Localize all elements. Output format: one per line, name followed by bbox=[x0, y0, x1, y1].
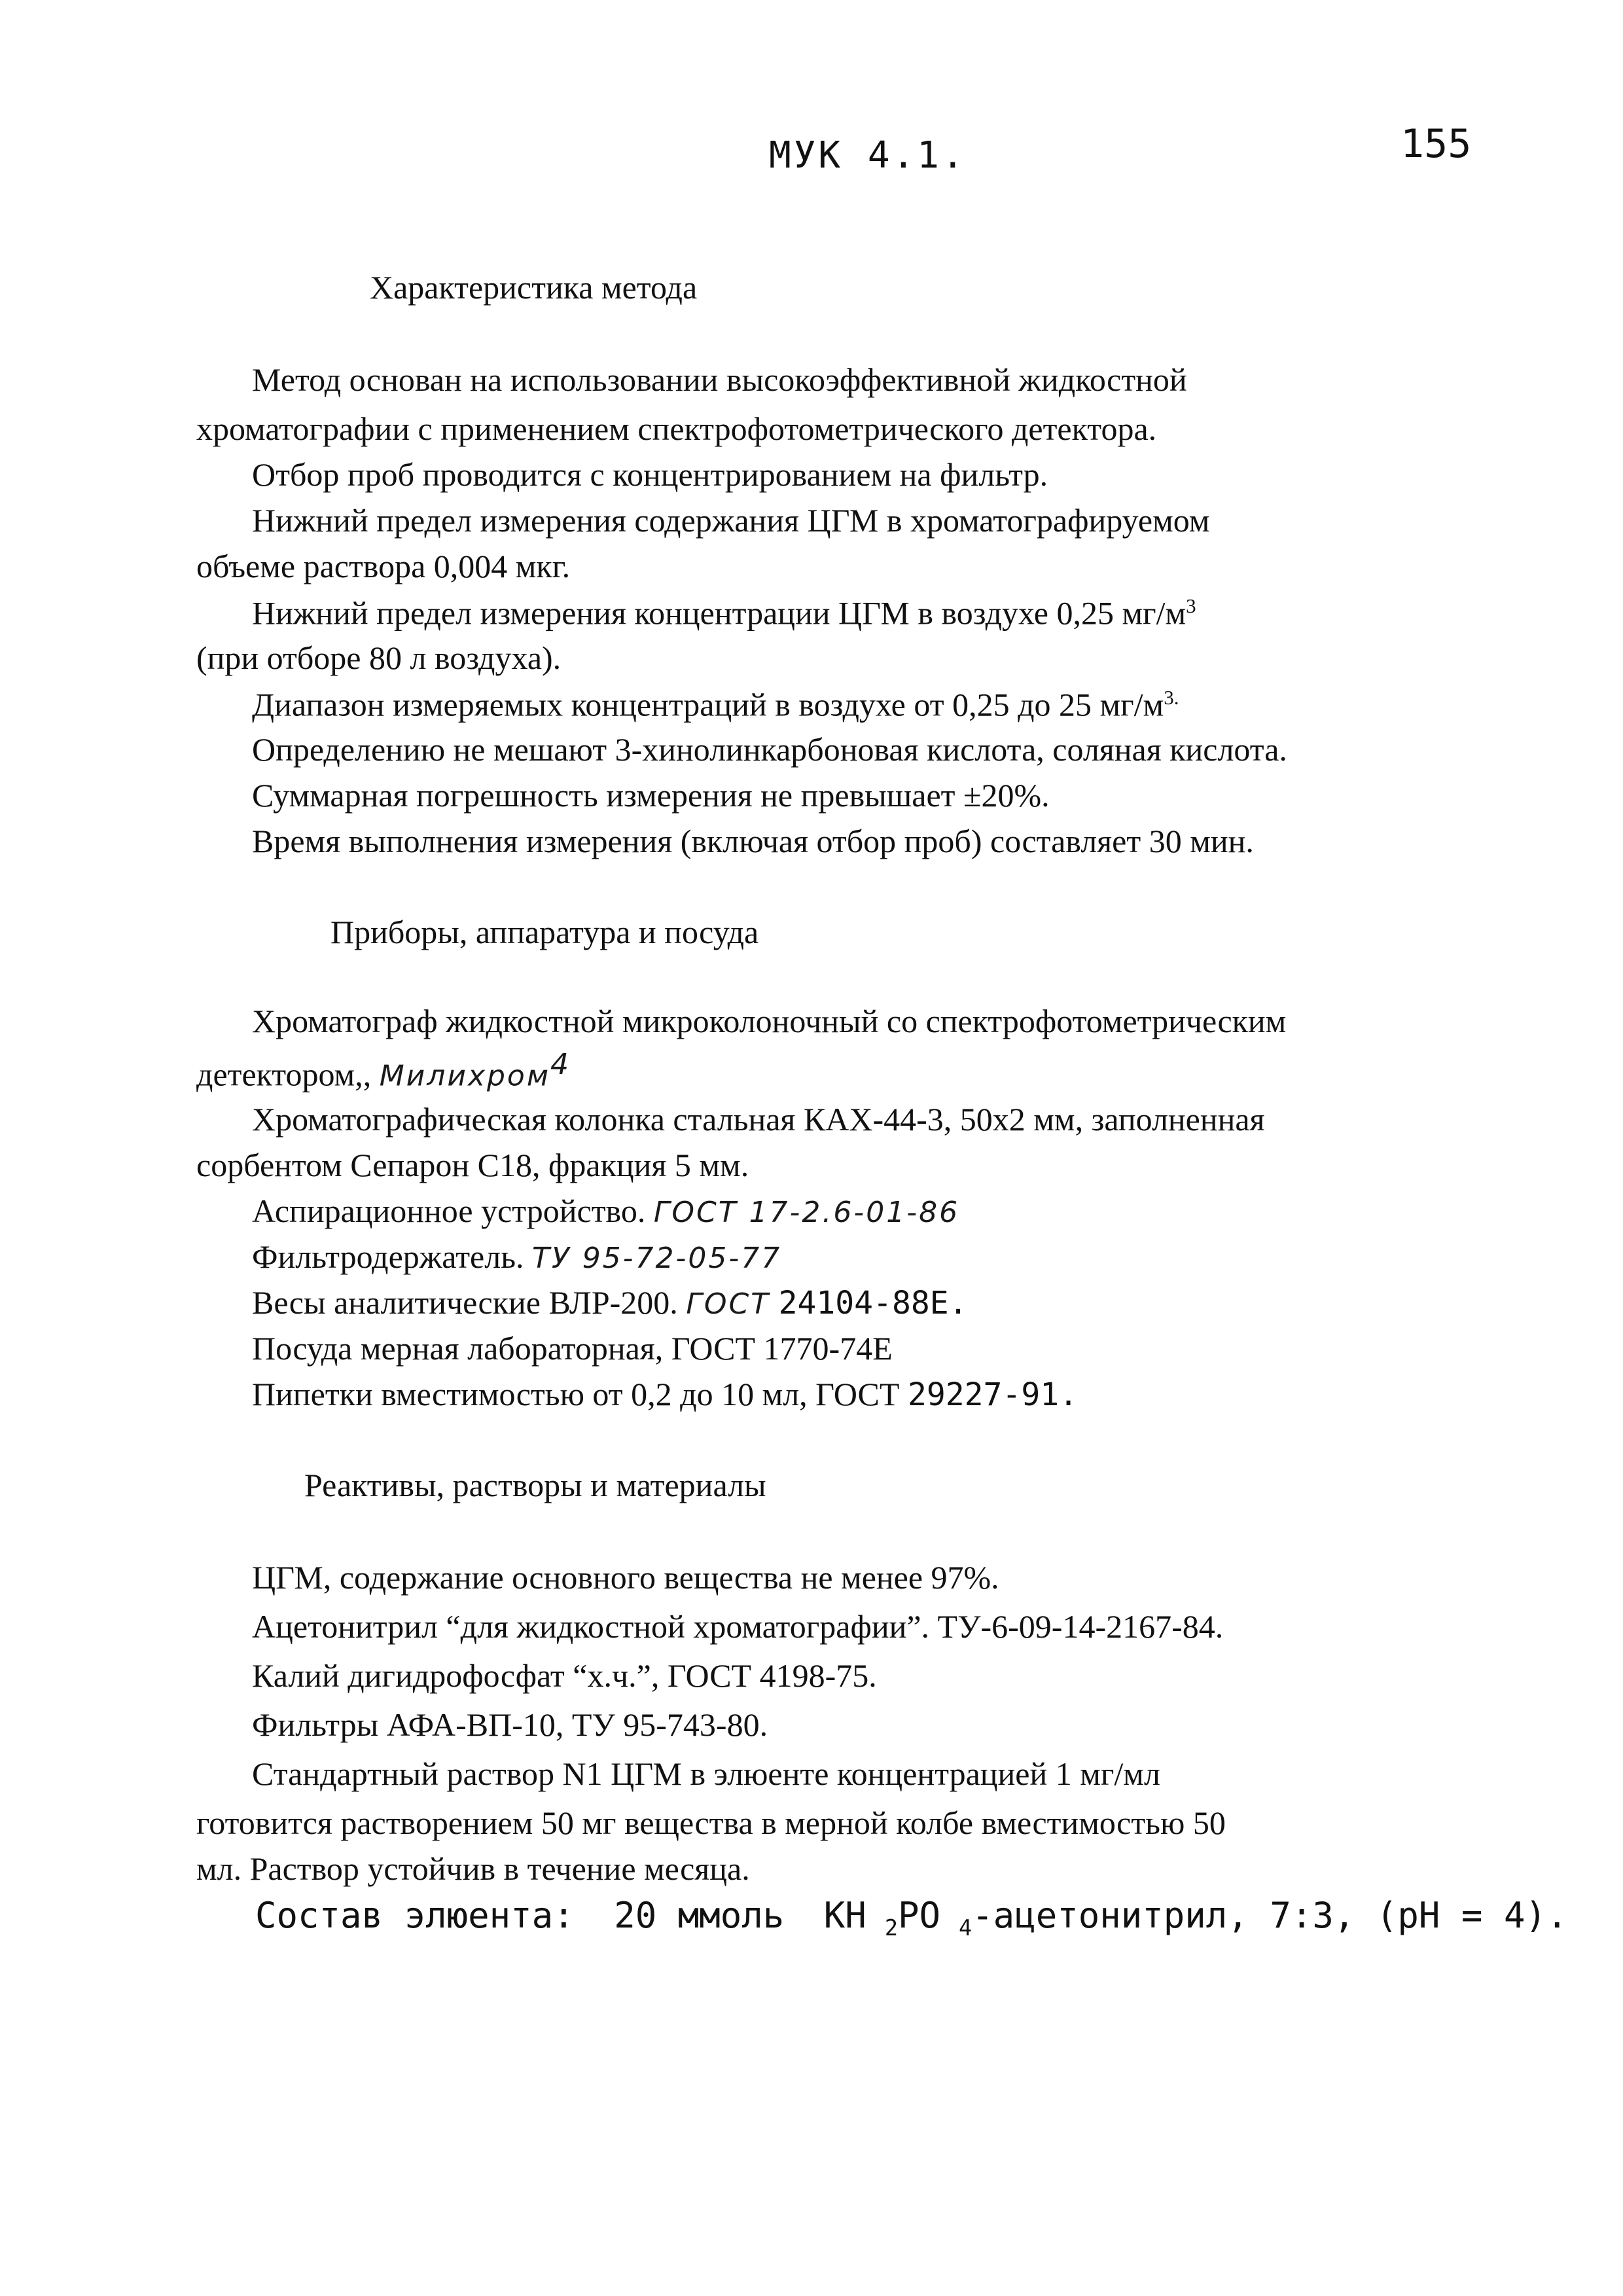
text-line: Хроматограф жидкостной микроколоночный со спектрофотометрическим bbox=[252, 1003, 1287, 1039]
section-heading-method: Характеристика метода bbox=[370, 269, 698, 306]
text-line bbox=[252, 1376, 1079, 1413]
superscript: 3. bbox=[1164, 686, 1179, 709]
handwritten-note: ТУ 95-72-05-77 bbox=[532, 1242, 782, 1275]
text-segment: Пипетки вместимостью от 0,2 до 10 мл, ГОСТ bbox=[252, 1376, 900, 1412]
superscript: 3 bbox=[1186, 594, 1196, 617]
text-segment: Фильтродержатель. bbox=[252, 1238, 524, 1275]
formula-part: KH bbox=[823, 1895, 866, 1936]
handwritten-note: ГОСТ bbox=[686, 1287, 771, 1321]
text-segment: Аспирационное устройство. bbox=[252, 1193, 646, 1229]
typed-insert: 29227-91. bbox=[907, 1376, 1079, 1413]
handwritten-note: ГОСТ 17-2.6-01-86 bbox=[653, 1196, 960, 1229]
section-heading-instruments: Приборы, аппаратура и посуда bbox=[330, 914, 759, 950]
formula-rest: -ацетонитрил, 7:3, (pH = 4). bbox=[972, 1895, 1568, 1936]
formula-amount: 20 ммоль bbox=[614, 1895, 785, 1936]
text-line: Определению не мешают 3-хинолинкарбоновая кислота, соляная кислота. bbox=[252, 731, 1287, 768]
subscript: 2 bbox=[884, 1914, 898, 1941]
text-line: Стандартный раствор N1 ЦГМ в элюенте концентрацией 1 мг/мл bbox=[252, 1755, 1160, 1792]
text-line: сорбентом Сепарон С18, фракция 5 мм. bbox=[196, 1147, 749, 1183]
text-segment: детектором,, bbox=[196, 1056, 372, 1093]
formula-part: PO bbox=[897, 1895, 941, 1936]
text-line: Калий дигидрофосфат “х.ч.”, ГОСТ 4198-75. bbox=[252, 1657, 877, 1694]
document-code: МУК 4.1. bbox=[769, 134, 967, 177]
text-line: мл. Раствор устойчив в течение месяца. bbox=[196, 1850, 750, 1887]
text-line: Ацетонитрил “для жидкостной хроматографии”. ТУ-6-09-14-2167-84. bbox=[252, 1608, 1224, 1645]
text-line bbox=[252, 1194, 959, 1227]
text-segment: Нижний предел измерения концентрации ЦГМ в воздухе 0,25 мг/м bbox=[252, 594, 1186, 632]
formula-reagent bbox=[823, 1895, 972, 1941]
text-line: Хроматографическая колонка стальная КАХ-44-3, 50х2 мм, заполненная bbox=[252, 1101, 1265, 1138]
text-line: Отбор проб проводится с концентрированием на фильтр. bbox=[252, 456, 1048, 493]
handwritten-note: 4 bbox=[550, 1048, 571, 1081]
text-line bbox=[252, 687, 1179, 721]
text-line: Посуда мерная лабораторная, ГОСТ 1770-74Е bbox=[252, 1330, 893, 1367]
page-number: 155 bbox=[1400, 121, 1472, 167]
section-heading-reagents: Реактивы, растворы и материалы bbox=[304, 1467, 766, 1503]
text-line: Время выполнения измерения (включая отбор проб) составляет 30 мин. bbox=[252, 823, 1254, 859]
eluent-composition bbox=[255, 1895, 1586, 1941]
text-line: готовится растворением 50 мг вещества в мерной колбе вместимостью 50 bbox=[196, 1804, 1226, 1841]
text-line: объеме раствора 0,004 мкг. bbox=[196, 548, 571, 584]
text-line: Нижний предел измерения содержания ЦГМ в хроматографируемом bbox=[252, 502, 1210, 539]
text-line bbox=[252, 596, 1196, 630]
text-segment: Весы аналитические ВЛР-200. bbox=[252, 1284, 678, 1321]
text-line: Фильтры АФА-ВП-10, ТУ 95-743-80. bbox=[252, 1706, 768, 1743]
text-line bbox=[196, 1050, 571, 1091]
text-line: ЦГМ, содержание основного вещества не менее 97%. bbox=[252, 1559, 999, 1596]
text-line bbox=[252, 1240, 781, 1273]
subscript: 4 bbox=[959, 1914, 972, 1941]
formula-label: Состав элюента: bbox=[255, 1895, 575, 1936]
text-segment: Диапазон измеряемых концентраций в воздухе от 0,25 до 25 мг/м bbox=[252, 686, 1164, 723]
text-line: (при отборе 80 л воздуха). bbox=[196, 639, 562, 676]
text-line: Метод основан на использовании высокоэффективной жидкостной bbox=[252, 361, 1187, 398]
handwritten-note: Милихром bbox=[379, 1059, 551, 1093]
text-line: хроматографии с применением спектрофотометрического детектора. bbox=[196, 410, 1157, 447]
typed-insert: 24104-88Е. bbox=[778, 1285, 968, 1321]
text-line: Суммарная погрешность измерения не превышает ±20%. bbox=[252, 777, 1050, 814]
text-line bbox=[252, 1286, 968, 1319]
